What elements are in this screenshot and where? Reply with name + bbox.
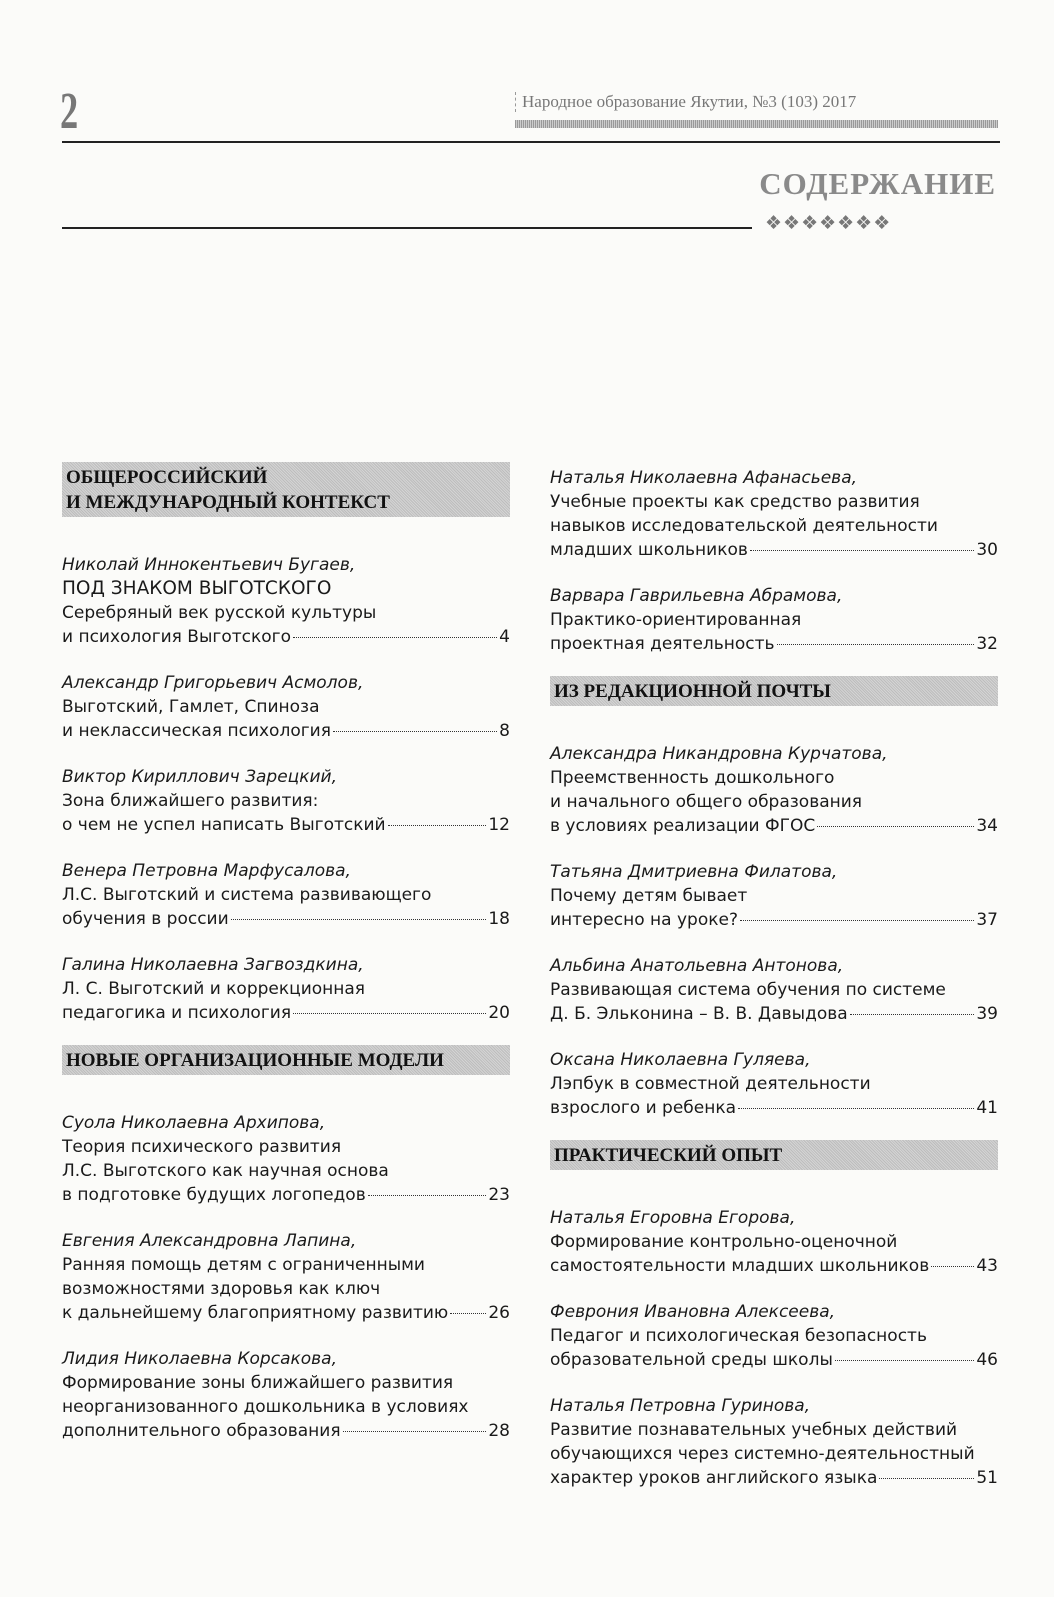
entry-title-line: к дальнейшему благоприятному развитию <box>62 1303 449 1323</box>
entry-last-line <box>550 1096 998 1120</box>
entry-page-number: 39 <box>976 1004 998 1024</box>
entry-title-line: Формирование зоны ближайшего развития <box>62 1373 454 1393</box>
section-heading-line: НОВЫЕ ОРГАНИЗАЦИОННЫЕ МОДЕЛИ <box>66 1050 444 1071</box>
entry-title-line: младших школьников <box>550 540 748 560</box>
toc-entry[interactable] <box>550 860 998 932</box>
dot-leader <box>333 731 497 732</box>
entry-author: Татьяна Дмитриевна Филатова, <box>550 862 838 882</box>
toc-entry[interactable] <box>550 1206 998 1278</box>
entry-page-number: 12 <box>488 815 510 835</box>
entry-page-number: 18 <box>488 909 510 929</box>
entry-last-line <box>62 907 510 931</box>
journal-title: Народное образование Якутии, №3 (103) 2017 <box>515 92 1002 112</box>
entry-author: Александра Никандровна Курчатова, <box>550 744 888 764</box>
entry-author: Наталья Николаевна Афанасьева, <box>550 468 858 488</box>
toc-entry[interactable] <box>550 466 998 562</box>
entry-author: Венера Петровна Марфусалова, <box>62 861 351 881</box>
entry-page-number: 51 <box>976 1468 998 1488</box>
toc-entry[interactable] <box>550 1048 998 1120</box>
section-heading <box>550 1140 998 1170</box>
entry-author: Альбина Анатольевна Антонова, <box>550 956 844 976</box>
entry-title-line: Л.С. Выготский и система развивающего <box>62 885 432 905</box>
entry-title-line: Л. С. Выготский и коррекционная <box>62 979 366 999</box>
entry-title-line: Развитие познавательных учебных действий <box>550 1420 958 1440</box>
entry-page-number: 23 <box>488 1185 510 1205</box>
entry-page-number: 37 <box>976 910 998 930</box>
toc-entry[interactable] <box>62 859 510 931</box>
entry-last-line <box>62 1419 510 1443</box>
entry-title-line: Развивающая система обучения по системе <box>550 980 946 1000</box>
entry-last-line <box>550 1254 998 1278</box>
entry-author: Оксана Николаевна Гуляева, <box>550 1050 811 1070</box>
dot-leader <box>231 919 487 920</box>
section-heading-line: ИЗ РЕДАКЦИОННОЙ ПОЧТЫ <box>554 681 831 702</box>
dot-leader <box>835 1360 974 1361</box>
entry-title-line: обучающихся через системно-деятельностный <box>550 1444 975 1464</box>
entry-page-number: 32 <box>976 634 998 654</box>
entry-title-line: о чем не успел написать Выготский <box>62 815 386 835</box>
entry-title-line: и психология Выготского <box>62 627 291 647</box>
entry-last-line <box>550 1466 998 1490</box>
entry-page-number: 20 <box>488 1003 510 1023</box>
entry-page-number: 8 <box>499 721 510 741</box>
entry-last-line <box>62 813 510 837</box>
dot-leader <box>388 825 487 826</box>
entry-title-line: Зона ближайшего развития: <box>62 791 319 811</box>
section-heading-line: И МЕЖДУНАРОДНЫЙ КОНТЕКСТ <box>66 492 390 513</box>
section-heading-line: ОБЩЕРОССИЙСКИЙ <box>66 467 268 488</box>
entry-title-line: педагогика и психология <box>62 1003 292 1023</box>
entry-last-line <box>550 908 998 932</box>
entry-title-line: Серебряный век русской культуры <box>62 603 377 623</box>
entry-title-line: и начального общего образования <box>550 792 863 812</box>
section-heading <box>62 462 510 517</box>
toc-entry[interactable] <box>550 742 998 838</box>
section-heading-line: ПРАКТИЧЕСКИЙ ОПЫТ <box>554 1145 783 1166</box>
entry-title-line: Л.С. Выготского как научная основа <box>62 1161 389 1181</box>
entry-title-line: в подготовке будущих логопедов <box>62 1185 366 1205</box>
toc-entry[interactable] <box>62 1111 510 1207</box>
toc-title: СОДЕРЖАНИЕ <box>759 166 996 201</box>
entry-title-line: Практико-ориентированная <box>550 610 802 630</box>
entry-last-line <box>550 814 998 838</box>
entry-author: Суола Николаевна Архипова, <box>62 1113 326 1133</box>
entry-author: Лидия Николаевна Корсакова, <box>62 1349 337 1369</box>
dot-leader <box>740 920 974 921</box>
entry-last-line <box>62 1183 510 1207</box>
entry-author: Феврония Ивановна Алексеева, <box>550 1302 836 1322</box>
dot-leader <box>817 826 974 827</box>
dot-leader <box>738 1108 974 1109</box>
header-divider <box>62 141 1000 143</box>
entry-page-number: 41 <box>976 1098 998 1118</box>
toc-entry[interactable] <box>550 584 998 656</box>
toc-entry[interactable] <box>62 953 510 1025</box>
entry-author: Александр Григорьевич Асмолов, <box>62 673 364 693</box>
entry-title-line: Формирование контрольно-оценочной <box>550 1232 898 1252</box>
entry-page-number: 43 <box>976 1256 998 1276</box>
entry-title-line: навыков исследовательской деятельности <box>550 516 938 536</box>
entry-last-line <box>62 1301 510 1325</box>
dot-leader <box>850 1014 975 1015</box>
toc-entry[interactable] <box>62 765 510 837</box>
entry-title-line: и неклассическая психология <box>62 721 331 741</box>
ornament-icon: ❖❖❖❖❖❖❖ <box>765 212 892 234</box>
entry-title-line: неорганизованного дошкольника в условиях <box>62 1397 469 1417</box>
entry-title-line: самостоятельности младших школьников <box>550 1256 930 1276</box>
entry-title-line: Педагог и психологическая безопасность <box>550 1326 927 1346</box>
dot-leader <box>931 1266 974 1267</box>
header-rule-hatched <box>515 120 998 128</box>
entry-author: Наталья Петровна Гуринова, <box>550 1396 811 1416</box>
toc-entry[interactable] <box>550 1394 998 1490</box>
entry-title-line: возможностями здоровья как ключ <box>62 1279 381 1299</box>
dot-leader <box>750 550 974 551</box>
entry-author: Евгения Александровна Лапина, <box>62 1231 357 1251</box>
toc-entry[interactable] <box>550 954 998 1026</box>
entry-title-line: Преемственность дошкольного <box>550 768 835 788</box>
entry-title-line: Теория психического развития <box>62 1137 342 1157</box>
dot-leader <box>879 1478 974 1479</box>
entry-last-line <box>62 625 510 649</box>
toc-column-right <box>550 466 998 1512</box>
toc-entry[interactable] <box>62 1347 510 1443</box>
dot-leader <box>293 637 497 638</box>
dot-leader <box>777 644 975 645</box>
title-divider <box>62 227 752 229</box>
page-number: 2 <box>60 83 79 140</box>
entry-last-line <box>550 1348 998 1372</box>
entry-title-line: Учебные проекты как средство развития <box>550 492 920 512</box>
dot-leader <box>368 1195 487 1196</box>
entry-page-number: 46 <box>976 1350 998 1370</box>
section-heading <box>62 1045 510 1075</box>
toc-entry[interactable] <box>62 1229 510 1325</box>
entry-title-line: интересно на уроке? <box>550 910 738 930</box>
dot-leader <box>450 1313 486 1314</box>
entry-title-line: Лэпбук в совместной деятельности <box>550 1074 871 1094</box>
entry-author: Варвара Гаврильевна Абрамова, <box>550 586 843 606</box>
entry-page-number: 4 <box>499 627 510 647</box>
entry-last-line <box>550 632 998 656</box>
toc-entry[interactable] <box>62 553 510 649</box>
entry-title-line: Ранняя помощь детям с ограниченными <box>62 1255 425 1275</box>
entry-page-number: 28 <box>488 1421 510 1441</box>
entry-author: Виктор Кириллович Зарецкий, <box>62 767 337 787</box>
toc-entry[interactable] <box>550 1300 998 1372</box>
entry-title-line: взрослого и ребенка <box>550 1098 737 1118</box>
entry-title-line: в условиях реализации ФГОС <box>550 816 816 836</box>
entry-author: Галина Николаевна Загвоздкина, <box>62 955 364 975</box>
entry-title-line: Выготский, Гамлет, Спиноза <box>62 697 320 717</box>
entry-page-number: 30 <box>976 540 998 560</box>
entry-last-line <box>550 538 998 562</box>
entry-title-line: ПОД ЗНАКОМ ВЫГОТСКОГО <box>62 578 332 599</box>
entry-author: Наталья Егоровна Егорова, <box>550 1208 796 1228</box>
entry-title-line: проектная деятельность <box>550 634 775 654</box>
entry-page-number: 34 <box>976 816 998 836</box>
entry-last-line <box>62 719 510 743</box>
section-heading <box>550 676 998 706</box>
entry-title-line: дополнительного образования <box>62 1421 341 1441</box>
dot-leader <box>293 1013 486 1014</box>
entry-title-line: Почему детям бывает <box>550 886 748 906</box>
entry-page-number: 26 <box>488 1303 510 1323</box>
dot-leader <box>343 1431 487 1432</box>
entry-title-line: Д. Б. Эльконина – В. В. Давыдова <box>550 1004 848 1024</box>
toc-column-left <box>62 462 510 1465</box>
entry-author: Николай Иннокентьевич Бугаев, <box>62 555 356 575</box>
entry-title-line: обучения в россии <box>62 909 229 929</box>
entry-last-line <box>62 1001 510 1025</box>
toc-entry[interactable] <box>62 671 510 743</box>
entry-title-line: образовательной среды школы <box>550 1350 833 1370</box>
entry-title-line: характер уроков английского языка <box>550 1468 878 1488</box>
entry-last-line <box>550 1002 998 1026</box>
